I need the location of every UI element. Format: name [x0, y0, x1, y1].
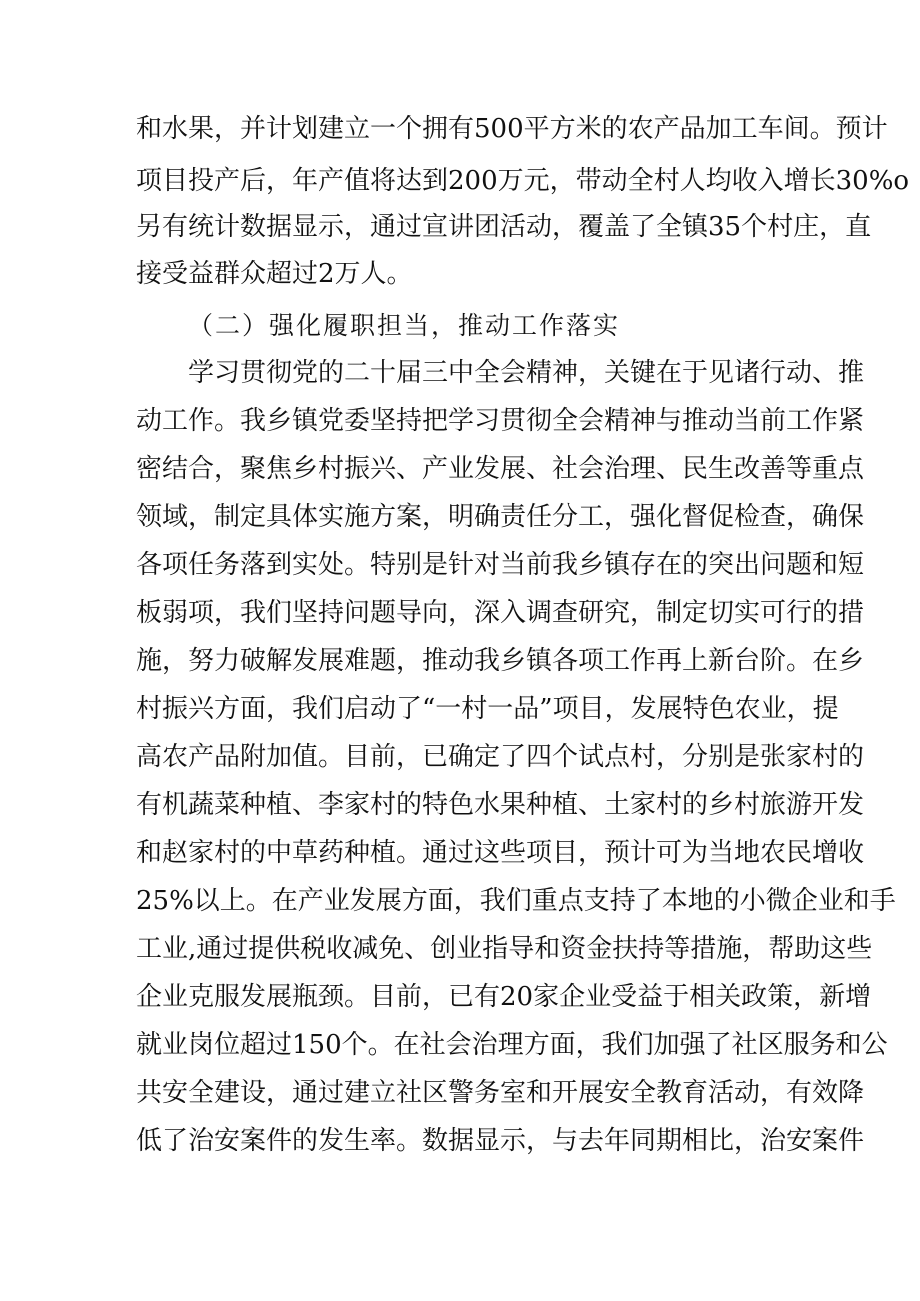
text-line: 和赵家村的中草药种植。通过这些项目，预计可为当地农民增收	[136, 838, 865, 868]
text-line: 工业,通过提供税收减免、创业指导和资金扶持等措施，帮助这些	[136, 934, 873, 964]
text-line: 低了治安案件的发生率。数据显示，与去年同期相比，治安案件	[136, 1126, 865, 1156]
text-line: 就业岗位超过150个。在社会治理方面，我们加强了社区服务和公	[136, 1030, 888, 1060]
text-line: 企业克服发展瓶颈。目前，已有20家企业受益于相关政策，新增	[136, 982, 872, 1012]
text-line: 高农产品附加值。目前，已确定了四个试点村，分别是张家村的	[136, 742, 865, 772]
text-line: 施，努力破解发展难题，推动我乡镇各项工作再上新台阶。在乡	[136, 646, 865, 676]
text-line: 有机蔬菜种植、李家村的特色水果种植、土家村的乡村旅游开发	[136, 790, 865, 820]
section-heading: （二）强化履职担当，推动工作落实	[188, 311, 621, 340]
text-line: 另有统计数据显示，通过宣讲团活动，覆盖了全镇35个村庄，直	[136, 212, 872, 242]
text-line: 领域，制定具体实施方案，明确责任分工，强化督促检查，确保	[136, 502, 865, 532]
text-line: 项目投产后，年产值将达到200万元，带动全村人均收入增长30%o	[136, 166, 910, 196]
text-line: 共安全建设，通过建立社区警务室和开展安全教育活动，有效降	[136, 1078, 865, 1108]
text-line: 密结合，聚焦乡村振兴、产业发展、社会治理、民生改善等重点	[136, 454, 865, 484]
paragraph-first-line: 学习贯彻党的二十届三中全会精神，关键在于见诸行动、推	[188, 358, 865, 388]
text-line: 板弱项，我们坚持问题导向，深入调查研究，制定切实可行的措	[136, 598, 865, 628]
text-line: 动工作。我乡镇党委坚持把学习贯彻全会精神与推动当前工作紧	[136, 406, 865, 436]
text-line: 接受益群众超过2万人。	[136, 259, 413, 289]
text-line: 村振兴方面，我们启动了“一村一品”项目，发展特色农业，提	[136, 694, 839, 724]
text-line: 25%以上。在产业发展方面，我们重点支持了本地的小微企业和手	[136, 886, 896, 916]
text-line: 和水果，并计划建立一个拥有500平方米的农产品加工车间。预计	[136, 114, 888, 144]
text-line: 各项任务落到实处。特别是针对当前我乡镇存在的突出问题和短	[136, 550, 865, 580]
